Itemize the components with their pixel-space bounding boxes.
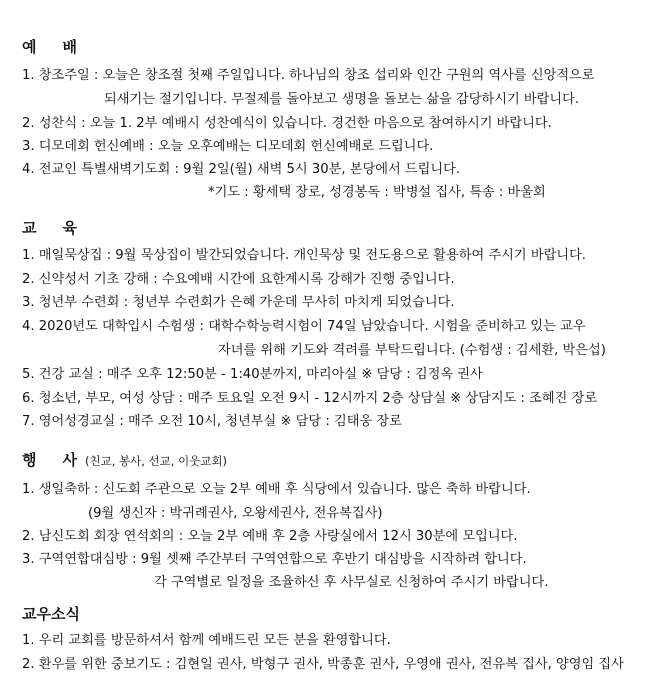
section-title-members: 교우소식 (22, 605, 80, 623)
education-item-3: 3. 청년부 수련회 : 청년부 수련회가 은혜 가운데 무사히 마치게 되었습니다. (22, 295, 455, 310)
events-item-2: 2. 남신도회 회장 연석회의 : 오늘 2부 예배 후 2층 사랑실에서 12시 30분에 모입니다. (22, 529, 518, 544)
worship-item-1: 1. 창조주일 : 오늘은 창조절 첫째 주일입니다. 하나님의 창조 섭리와 인간 구원의 역사를 신앙적으로 (22, 68, 595, 83)
worship-item-4-cont: *기도 : 황세택 장로, 성경봉독 : 박병설 집사, 특송 : 바울회 (208, 185, 546, 200)
events-item-3-cont: 각 구역별로 일정을 조율하신 후 사무실로 신청하여 주시기 바랍니다. (154, 575, 549, 590)
section-subtitle: (친교, 봉사, 선교, 이웃교회) (85, 454, 227, 468)
worship-item-4: 4. 전교인 특별새벽기도회 : 9월 2일(월) 새벽 5시 30분, 본당에서 드립니다. (22, 162, 461, 177)
events-item-1-cont: (9월 생신자 : 박귀례권사, 오왕세권사, 전유복집사) (88, 506, 383, 521)
section-title-events (22, 449, 227, 470)
members-item-1: 1. 우리 교회를 방문하셔서 함께 예배드린 모든 분을 환영합니다. (22, 633, 391, 648)
section-title-char: 사 (62, 451, 77, 469)
members-item-2: 2. 환우를 위한 중보기도 : 김현일 권사, 박형구 권사, 박종훈 권사, 우영애 권사, 전유복 집사, 양영임 집사 (22, 657, 624, 672)
worship-item-2: 2. 성찬식 : 오늘 1. 2부 예배시 성찬예식이 있습니다. 경건한 마음으로 참여하시기 바랍니다. (22, 116, 552, 131)
education-item-7: 7. 영어성경교실 : 매주 오전 10시, 청년부실 ※ 담당 : 김태웅 장로 (22, 414, 402, 429)
events-item-3: 3. 구역연합대심방 : 9월 셋째 주간부터 구역연합으로 후반기 대심방을 시작하려 합니다. (22, 552, 527, 567)
worship-item-1-cont: 되새기는 절기입니다. 무절제를 돌아보고 생명을 돌보는 삶을 감당하시기 바랍니다. (104, 92, 580, 107)
section-title-char: 교 (22, 219, 37, 237)
section-title-char: 행 (22, 451, 37, 469)
section-title-char: 예 (22, 38, 37, 56)
education-item-5: 5. 건강 교실 : 매주 오후 12:50분 - 1:40분까지, 마리아실 ※ 담당 : 김정옥 권사 (22, 367, 483, 382)
section-title-char: 배 (62, 38, 77, 56)
events-item-1: 1. 생일축하 : 신도회 주관으로 오늘 2부 예배 후 식당에서 있습니다. 많은 축하 바랍니다. (22, 482, 531, 497)
section-title-worship (22, 36, 77, 57)
education-item-4: 4. 2020년도 대학입시 수험생 : 대학수학능력시험이 74일 남았습니다. 시험을 준비하고 있는 교우 (22, 319, 586, 334)
education-item-6: 6. 청소년, 부모, 여성 상담 : 매주 토요일 오전 9시 - 12시까지 2층 상담실 ※ 상담지도 : 조혜진 장로 (22, 391, 598, 406)
worship-item-3: 3. 디모데회 헌신예배 : 오늘 오후예배는 디모데회 헌신예배로 드립니다. (22, 139, 434, 154)
section-title-education (22, 217, 77, 238)
education-item-4-cont: 자녀를 위해 기도와 격려를 부탁드립니다. (수험생 : 김세환, 박은섭) (218, 343, 606, 358)
section-title-char: 육 (62, 219, 77, 237)
education-item-2: 2. 신약성서 기초 강해 : 수요예배 시간에 요한계시록 강해가 진행 중입니다. (22, 272, 455, 287)
education-item-1: 1. 매일묵상집 : 9월 묵상집이 발간되었습니다. 개인묵상 및 전도용으로 활용하여 주시기 바랍니다. (22, 248, 586, 263)
